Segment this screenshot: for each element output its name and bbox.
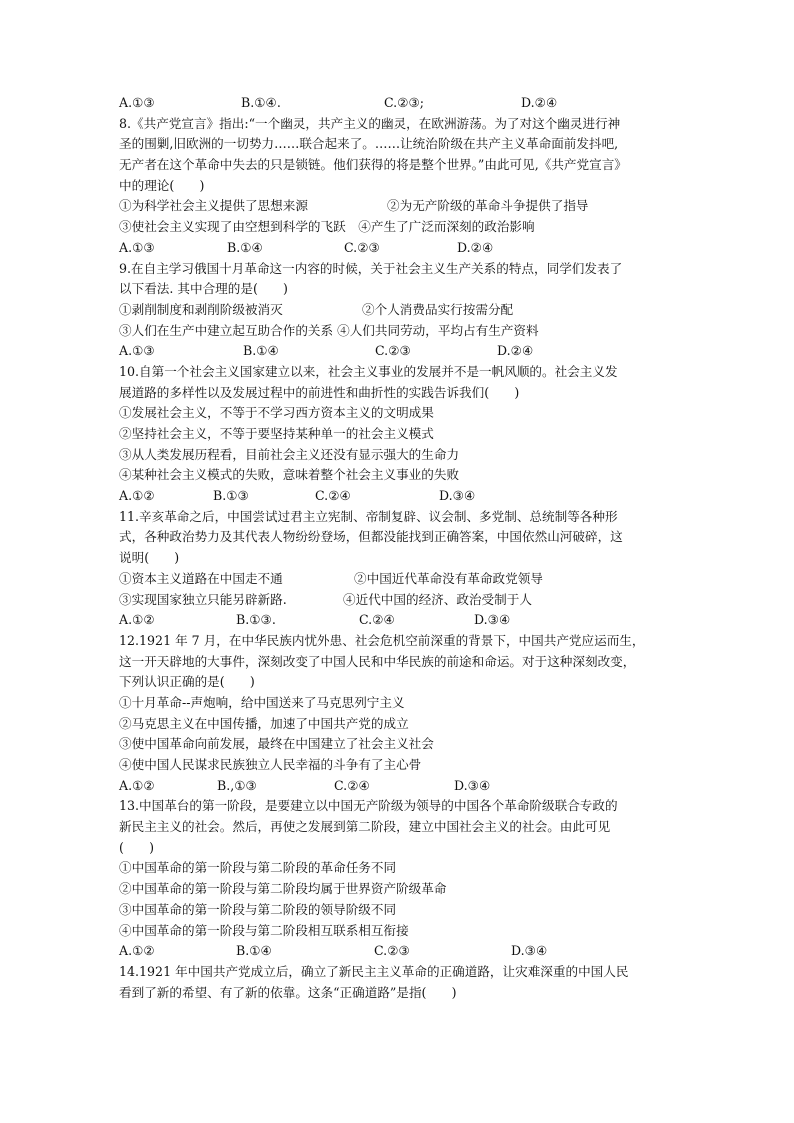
q9-option-c: C.②③ (375, 343, 411, 359)
q11-statement-4: ④近代中国的经济、政治受制于人 (343, 591, 532, 607)
q12-statement: ③使中国革命向前发展，最终在中国建立了社会主义社会 (119, 736, 434, 752)
q9-stem-line: 9.在自主学习俄国十月革命这一内容的时候，关于社会主义生产关系的特点，同学们发表了 (119, 260, 623, 276)
q13-option-a: A.①② (119, 943, 155, 959)
q13-option-c: C.②③ (374, 943, 410, 959)
q9-stem-line: 以下看法. 其中合理的是( ) (119, 281, 288, 297)
q10-statement: ②坚持社会主义，不等于要坚持某种单一的社会主义模式 (119, 426, 434, 441)
q13-stem-line: 13.中国革台的第一阶段，是要建立以中国无产阶级为领导的中国各个革命阶级联合专政的 (119, 798, 618, 814)
q11-statement-2: ②中国近代革命没有革命政党领导 (354, 570, 543, 586)
q10-option-a: A.①② (119, 488, 155, 504)
q11-statements-row (119, 569, 679, 590)
q11-statement-1: ①资本主义道路在中国走不通 (119, 570, 283, 586)
q13-option-b: B.①④ (236, 943, 272, 959)
q8-option-b: B.①④ (227, 239, 263, 255)
q10-statement: ③从人类发展历程看，目前社会主义还没有显示强大的生命力 (119, 446, 460, 462)
q11-options (119, 610, 679, 631)
q10-option-c: C.②④ (315, 488, 351, 504)
q13-stem-line: 新民主主义的社会。然后，再使之发展到第二阶段，建立中国社会主义的社会。由此可见 (119, 819, 611, 835)
q9-option-b: B.①④ (243, 343, 279, 359)
q13-statement: ②中国革命的第一阶段与第二阶段均属于世界资产阶级革命 (119, 881, 447, 897)
q11-statements-row (119, 590, 679, 611)
q11-stem-line: 式，各种政治势力及其代表人物纷纷登场，但都没能找到正确答案，中国依然山河破碎，这 (119, 529, 623, 545)
q8-options (119, 238, 679, 259)
exam-page (119, 93, 679, 1003)
q11-option-c: C.②④ (359, 612, 395, 628)
q10-option-d: D.③④ (439, 488, 476, 504)
q12-option-d: D.③④ (454, 777, 491, 793)
q13-statement: ①中国革命的第一阶段与第二阶段的革命任务不同 (119, 860, 397, 876)
q12-stem-line: 这一开天辟地的大事件，深刻改变了中国人民和中华民族的前途和命运。对于这种深刻改变， (119, 653, 636, 669)
q8-option-d: D.②④ (457, 239, 494, 255)
q13-options (119, 941, 679, 962)
q12-stem-line: 下列认识正确的是( ) (119, 674, 255, 690)
q7-option-b: B.①④. (241, 95, 281, 110)
q12-stem-line: 12.1921 年 7 月，在中华民族内忧外患、社会危机空前深重的背景下，中国共产党应运而生， (119, 632, 645, 648)
q8-option-a: A.①③ (119, 239, 155, 255)
q10-stem-line: 10.自第一个社会主义国家建立以来，社会主义事业的发展并不是一帆风顺的。社会主义发 (119, 363, 618, 379)
q8-statement-1: ①为科学社会主义提供了思想来源 (119, 198, 308, 214)
q10-statement: ①发展社会主义，不等于不学习西方资本主义的文明成果 (119, 405, 434, 421)
q12-statement: ①十月革命--声炮响，给中国送来了马克思列宁主义 (119, 694, 405, 710)
q12-statement: ②马克思主义在中国传播，加速了中国共产党的成立 (119, 715, 409, 731)
q8-stem-line: 无产者在这个革命中失去的只是锁链。他们获得的将是整个世界。”由此可见,《共产党宣言》 (119, 157, 627, 173)
q14-stem-line: 看到了新的希望、有了新的依靠。这条“正确道路”是指( ) (119, 984, 457, 1000)
q11-option-a: A.①② (119, 612, 155, 628)
q8-statements-row (119, 196, 679, 217)
q11-stem-line: 11.辛亥革命之后，中国尝试过君主立宪制、帝制复辟、议会制、多党制、总统制等各种形 (119, 508, 618, 524)
q11-option-b: B.①③. (236, 612, 276, 628)
q8-stem-line: 8.《共产党宣言》指出:“一个幽灵，共产主义的幽灵，在欧洲游荡。为了对这个幽灵进行神 (119, 115, 621, 131)
q7-option-c: C.②③; (384, 95, 425, 110)
q7-option-a: A.①③ (119, 95, 155, 110)
q9-option-a: A.①③ (119, 343, 155, 359)
q13-stem-line: ( ) (119, 839, 155, 855)
q8-stem-line: 圣的围剿,旧欧洲的一切势力……联合起来了。……让统治阶级在共产主义革命面前发抖吧, (119, 136, 619, 152)
q8-option-c: C.②③ (344, 239, 380, 255)
q10-stem-line: 展道路的多样性以及发展过程中的前进性和曲折性的实践告诉我们( ) (119, 384, 520, 400)
q10-option-b: B.①③ (213, 488, 249, 504)
q8-stem-line: 中的理论( ) (119, 177, 205, 193)
q12-options (119, 776, 679, 797)
q9-statement-2: ②个人消费品实行按需分配 (362, 301, 514, 317)
q7-option-d: D.②④ (521, 95, 558, 110)
q10-statement: ④某种社会主义模式的失败，意味着整个社会主义事业的失败 (119, 467, 460, 483)
q12-option-c: C.②④ (334, 777, 370, 793)
q14-stem-line: 14.1921 年中国共产党成立后，确立了新民主主义革命的正确道路，让灾难深重的中国人民 (119, 963, 629, 979)
q9-options (119, 341, 679, 362)
q10-options (119, 486, 679, 507)
q11-option-d: D.③④ (474, 612, 511, 628)
q12-option-b: B.,①③ (217, 777, 257, 793)
q13-option-d: D.③④ (511, 943, 548, 959)
q11-statement-3: ③实现国家独立只能另辟新路. (119, 591, 287, 607)
q9-option-d: D.②④ (497, 343, 534, 359)
q8-statement-2: ②为无产阶级的革命斗争提供了指导 (387, 198, 589, 214)
q12-option-a: A.①② (119, 777, 155, 793)
q12-statement: ④使中国人民谋求民族独立人民幸福的斗争有了主心骨 (119, 757, 422, 772)
q11-stem-line: 说明( ) (119, 550, 180, 566)
q13-statement: ③中国革命的第一阶段与第二阶段的领导阶级不同 (119, 901, 397, 917)
q13-statement: ④中国革命的第一阶段与第二阶段相互联系相互衔接 (119, 922, 409, 938)
q9-statements-row (119, 300, 679, 321)
q7-options (119, 93, 679, 114)
q8-statements-row: ③使社会主义实现了由空想到科学的飞跃 ④产生了广泛而深刻的政治影响 (119, 219, 535, 235)
q9-statement-1: ①剥削制度和剥削阶级被消灭 (119, 301, 283, 317)
q9-statements-row: ③人们在生产中建立起互助合作的关系 ④人们共同劳动，平均占有生产资料 (119, 322, 539, 338)
